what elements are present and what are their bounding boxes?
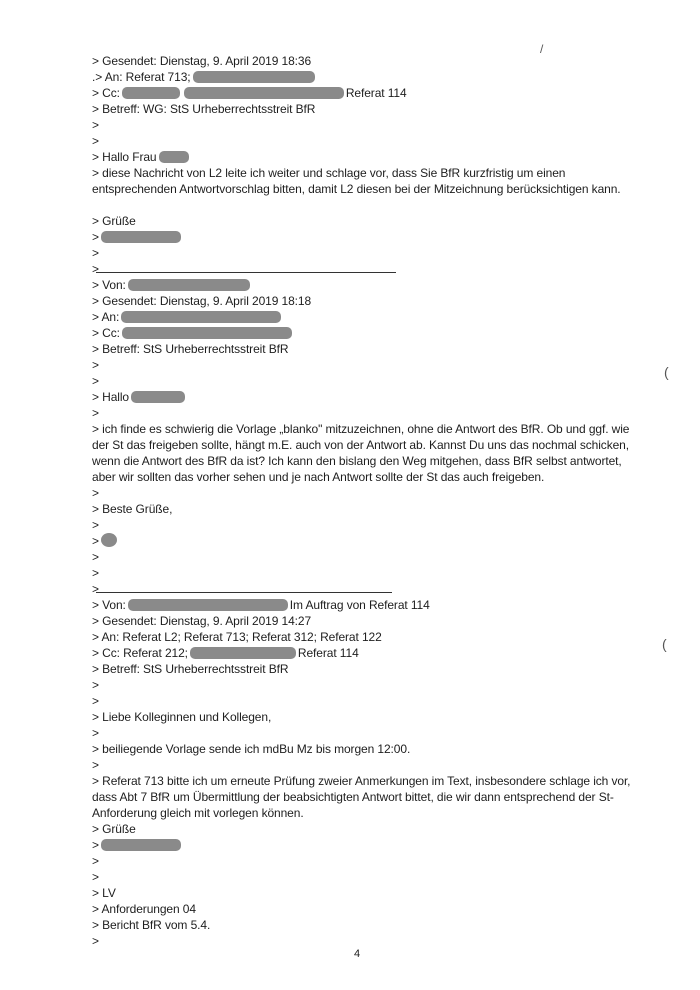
email1-greeting: > Liebe Kolleginnen und Kollegen, xyxy=(92,710,272,724)
email2-body: > ich finde es schwierig die Vorlage „blanko" mitzuzeichnen, ohne die Antwort des BfR. Ob und ggf. wie der St das freigeben sollte, hängt m.E. auch von der Antwort ab. Kannst Du uns das nochmal schicken, wenn die Antwort des BfR da ist? Ich kann den bislang den Weg mitgehen, dass BfR selbst antwortet, aber wir sollten das vorher sehen und je nach Antwort sollte der St das auch freigeben. xyxy=(92,422,630,484)
quote-marker: > xyxy=(92,838,99,852)
email2-subject-line: > Betreff: StS Urheberrechtsstreit BfR xyxy=(92,342,289,356)
quote-marker: > xyxy=(92,854,99,868)
email2-sent-line: > Gesendet: Dienstag, 9. April 2019 18:18 xyxy=(92,294,312,308)
email2-from-line xyxy=(92,277,632,293)
quote-marker: > xyxy=(92,486,99,500)
quote-marker: > xyxy=(92,934,99,948)
email1-cc-line xyxy=(92,645,632,661)
email1-lv: > LV xyxy=(92,886,116,900)
email3-body: > diese Nachricht von L2 leite ich weiter und schlage vor, dass Sie BfR kurzfristig um einen entsprechenden Antwortvorschlag bitten, damit L2 diesen bei der Mitzeichnung berücksichtigen kann. xyxy=(92,166,621,196)
email2-closing: > Beste Grüße, xyxy=(92,502,173,516)
email2-greeting: > Hallo xyxy=(92,390,129,404)
email2-to-line xyxy=(92,309,632,325)
email2-cc-label: > Cc: xyxy=(92,326,120,340)
email2-to-label: > An: xyxy=(92,310,120,324)
email2-signature-line xyxy=(92,533,632,549)
email3-greeting: > Hallo Frau xyxy=(92,150,157,164)
email3-sent-line: > Gesendet: Dienstag, 9. April 2019 18:36 xyxy=(92,54,312,68)
redaction-block xyxy=(101,533,117,547)
quote-marker: > xyxy=(92,406,99,420)
email1-attachment-2: > Bericht BfR vom 5.4. xyxy=(92,918,211,932)
quote-marker: > xyxy=(92,134,99,148)
quote-marker: > xyxy=(92,694,99,708)
email3-to-line xyxy=(92,69,632,85)
email2-greeting-line xyxy=(92,389,632,405)
email1-body1: > beiliegende Vorlage sende ich mdBu Mz bis morgen 12:00. xyxy=(92,742,411,756)
scan-mark: ( xyxy=(662,636,667,652)
email1-cc-label: > Cc: Referat 212; xyxy=(92,646,188,660)
quote-marker: > xyxy=(92,870,99,884)
email1-closing: > Grüße xyxy=(92,822,136,836)
scan-mark: / xyxy=(540,42,544,56)
page-number: 4 xyxy=(354,948,361,960)
quote-marker: > xyxy=(92,566,99,580)
quote-marker: > xyxy=(92,518,99,532)
separator-line xyxy=(96,272,396,273)
email2-cc-line xyxy=(92,325,632,341)
email1-from-suffix: Im Auftrag von Referat 114 xyxy=(289,598,430,612)
email1-from-line xyxy=(92,597,632,613)
redaction-block xyxy=(193,71,315,83)
redaction-block xyxy=(184,87,344,99)
email3-subject-line: > Betreff: WG: StS Urheberrechtsstreit BfR xyxy=(92,102,316,116)
quote-marker: > xyxy=(92,374,99,388)
email1-attachment-1: > Anforderungen 04 xyxy=(92,902,196,916)
scan-mark: ( xyxy=(664,364,669,380)
quote-marker: > xyxy=(92,246,99,260)
quote-marker: > xyxy=(92,678,99,692)
quote-marker: > xyxy=(92,230,99,244)
quote-marker: > xyxy=(92,758,99,772)
quote-marker: > xyxy=(92,262,99,276)
email1-subject-line: > Betreff: StS Urheberrechtsstreit BfR xyxy=(92,662,289,676)
email3-cc-suffix: Referat 114 xyxy=(345,86,407,100)
redaction-block xyxy=(131,391,185,403)
email3-to-label: .> An: Referat 713; xyxy=(92,70,191,84)
email1-signature-line xyxy=(92,837,632,853)
email3-cc-line xyxy=(92,85,632,101)
email3-closing: > Grüße xyxy=(92,214,136,228)
quote-marker: > xyxy=(92,726,99,740)
redaction-block xyxy=(122,87,180,99)
redaction-block xyxy=(159,151,189,163)
email1-sent-line: > Gesendet: Dienstag, 9. April 2019 14:27 xyxy=(92,614,312,628)
quote-marker: > xyxy=(92,550,99,564)
redaction-block xyxy=(128,279,250,291)
redaction-block xyxy=(122,327,292,339)
email2-from-label: > Von: xyxy=(92,278,126,292)
separator-line xyxy=(96,592,392,593)
email1-from-label: > Von: xyxy=(92,598,126,612)
redaction-block xyxy=(101,839,181,851)
email1-body2: > Referat 713 bitte ich um erneute Prüfung zweier Anmerkungen im Text, insbesondere schlage ich vor, dass Abt 7 BfR um Übermittlung der beabsichtigten Antwort bittet, die wir dann entsprechend der St-Anforderung gleich mit vorlegen können. xyxy=(92,774,631,820)
redaction-block xyxy=(121,311,281,323)
redaction-block xyxy=(190,647,296,659)
email3-cc-label: > Cc: xyxy=(92,86,120,100)
quote-marker: > xyxy=(92,118,99,132)
quote-marker: > xyxy=(92,358,99,372)
redaction-block xyxy=(101,231,181,243)
quote-marker: > xyxy=(92,582,99,596)
email1-cc-suffix: Referat 114 xyxy=(297,646,359,660)
quote-marker: > xyxy=(92,534,99,548)
email1-to-line: > An: Referat L2; Referat 713; Referat 312; Referat 122 xyxy=(92,630,382,644)
email3-signature-line xyxy=(92,229,632,245)
email3-greeting-line xyxy=(92,149,632,165)
redaction-block xyxy=(128,599,288,611)
